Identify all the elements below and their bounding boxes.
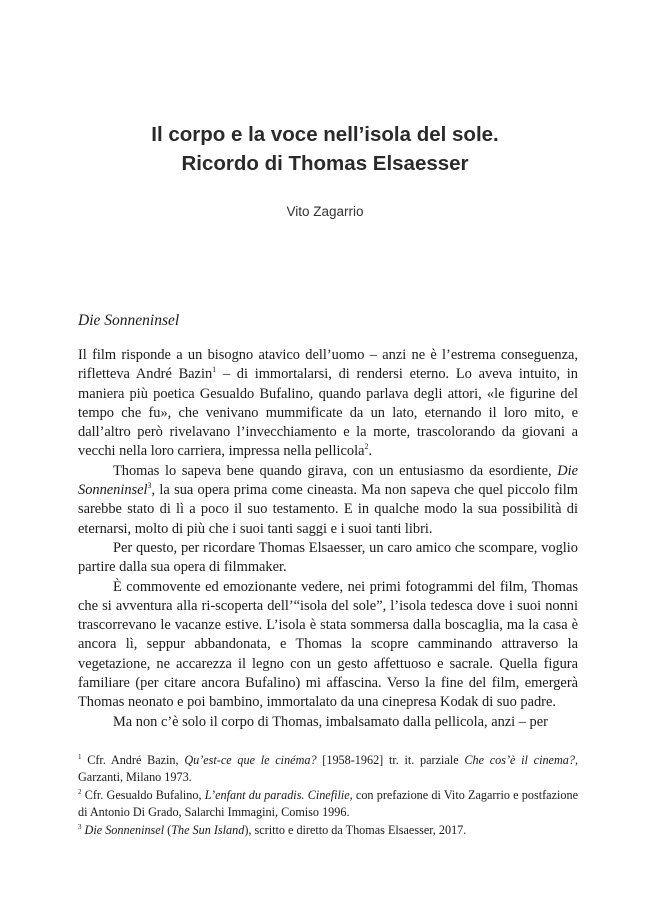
footnote-text: , con prefazione di Vito Zagarrio e postfazione di Antonio Di Grado, Salarchi Immagini, Comiso 1996. — [78, 788, 578, 819]
footnote-2 — [78, 787, 578, 821]
footnote-number: 3 — [78, 822, 82, 831]
work-title: Die Sonneninsel — [84, 823, 165, 837]
work-title: Qu’est-ce que le cinéma? — [184, 753, 317, 767]
footnote-text: , Garzanti, Milano 1973. — [78, 753, 578, 784]
section-heading: Die Sonneninsel — [78, 312, 180, 329]
paragraph-text: . — [368, 443, 373, 460]
footnote-text: Cfr. André Bazin, — [81, 753, 185, 767]
body-text — [78, 346, 578, 732]
author-name: Vito Zagarrio — [286, 204, 364, 219]
footnote-1 — [78, 752, 578, 786]
paragraph-3: Per questo, per ricordare Thomas Elsaesser, un caro amico che scompare, voglio partire dalla sua opera di filmmaker. — [78, 539, 578, 576]
chapter-title-line-1: Il corpo e la voce nell’isola del sole. — [151, 123, 499, 146]
footnote-text: Cfr. Gesualdo Bufalino, — [81, 788, 205, 802]
paragraph-4: È commovente ed emozionante vedere, nei primi fotogrammi del film, Thomas che si avventura alla ri-scoperta dell’“isola del sole”, l’isola tedesca dove i suoi nonni trascorrevano le vacanze estive. L’isola è stata sommersa dalla boscaglia, ma la casa è ancora lì, seppur abbandonata, e Thomas la scopre camminando attraverso la vegetazione, ne accarezza il legno con un gesto affettuoso e sacrale. Quella figura familiare (per citare ancora Bufalino) mi affascina. Verso la fine del film, emergerà Thomas neonato e poi bambino, immortalato da una cinepresa Kodak di suo padre. — [78, 578, 578, 711]
work-title: L’enfant du paradis. Cinefilie — [204, 788, 350, 802]
chapter-title — [0, 120, 650, 178]
paragraph-5: Ma non c’è solo il corpo di Thomas, imbalsamato dalla pellicola, anzi – per — [113, 713, 548, 730]
footnote-ref-2[interactable]: 2 — [364, 442, 369, 452]
footnote-text: ), scritto e diretto da Thomas Elsaesser, 2017. — [244, 823, 467, 837]
footnote-text: [1958-1962] tr. it. parziale — [316, 753, 465, 767]
paragraph-2 — [78, 462, 578, 539]
film-title: Die Sonneninsel — [78, 462, 578, 499]
work-title: The Sun Island — [171, 823, 245, 837]
footnote-number: 2 — [78, 787, 82, 796]
paragraph-text: – di immortalarsi, di rendersi eterno. Lo aveva intuito, in maniera più poetica Gesualdo Bufalino, quando parlava degli attori, «le figurine del tempo che fu», che venivano mummificate da un lato, eternando il loro mito, e dall’altro però rivelavano l’invecchiamento e la morte, trascolorando da giovani a vecchi nella loro carriera, impressa nella pellicola — [78, 366, 578, 460]
paragraph-1 — [78, 346, 578, 462]
work-title: Che cos’è il cinema? — [464, 753, 575, 767]
footnote-3 — [78, 822, 578, 839]
paragraph-text: Il film risponde a un bisogno atavico dell’uomo – anzi ne è l’estrema conseguenza, rifletteva André Bazin — [78, 347, 578, 383]
paragraph-text: Thomas lo sapeva bene quando girava, con un entusiasmo da esordiente, — [113, 462, 558, 479]
footnote-text: ( — [164, 823, 172, 837]
paragraph-text: , la sua opera prima come cineasta. Ma non sapeva che quel piccolo film sarebbe stato di lì a poco il suo testamento. E in qualche modo la sua possibilità di eternarsi, molto di più che i suoi tanti saggi e i suoi tanti libri. — [78, 482, 578, 537]
footnote-ref-1[interactable]: 1 — [212, 365, 217, 375]
chapter-title-line-2: Ricordo di Thomas Elsaesser — [181, 152, 469, 175]
footnote-number: 1 — [78, 752, 82, 761]
footnote-ref-3[interactable]: 3 — [147, 481, 152, 491]
footnotes — [78, 752, 578, 839]
